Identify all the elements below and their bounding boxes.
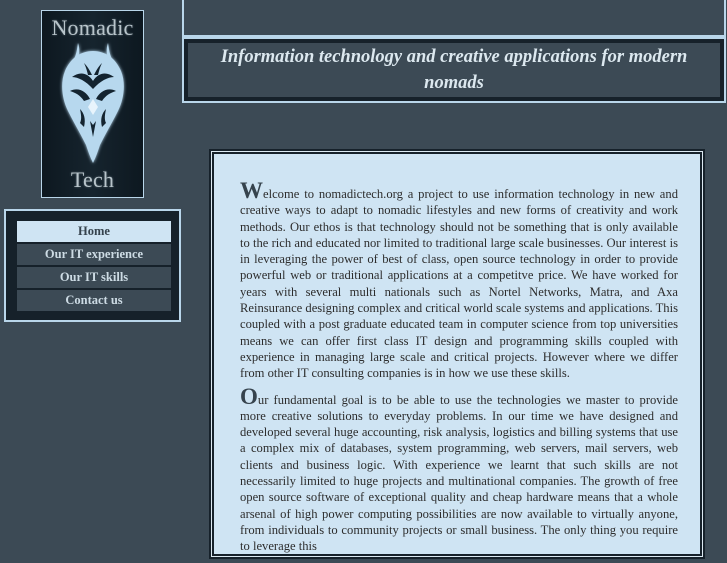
dropcap: O xyxy=(240,383,258,409)
site-tagline: Information technology and creative applications for modern nomads xyxy=(220,47,688,93)
intro-paragraph xyxy=(240,178,678,382)
paragraph-text: elcome to nomadictech.org a project to use information technology in new and creative ways to adapt to nomadic lifestyles and new forms of creativity and work methods. Our ethos is that technology should not be something that is only available to the rich and educated nor limited to traditional large scale businesses. Our interest is in leveraging the power of best of class, open source technology in order to provide powerful web or traditional applications at a competitve price. We have worked for years with several multi nationals such as Nortel Networks, Matra, and Axa Reinsurance designing complex and critical world scale systems and applications. This coupled with a post graduate educated team in computer science from top universities means we can offer first class IT design and programming skills coupled with experience in managing large scale and critical projects. However where we differ from other IT consulting companies is in how we use these skills. xyxy=(240,187,678,381)
site-logo xyxy=(41,10,144,198)
content-text xyxy=(240,178,678,563)
logo-text-nomadic: Nomadic xyxy=(51,15,134,40)
main-content xyxy=(209,149,705,559)
nav-item-home[interactable]: Home xyxy=(17,221,171,242)
nav-item-contact-us[interactable]: Contact us xyxy=(17,290,171,311)
paragraph-text: ur fundamental goal is to be able to use the technologies we master to provide more creative solutions to everyday problems. In our time we have designed and developed several huge accounting, risk analysis, logistics and billing systems that use a complex mix of databases, system programming, web servers, mail servers, web clients and business logic. With experience we learnt that such skills are not necessarily limited to huge projects and multinational companies. The growth of free open source software of exceptional quality and cheap hardware means that a whole arsenal of high power computing possibilities are now available to virtually anyone, from individuals to community projects or small business. The only thing you require to leverage this xyxy=(240,392,678,554)
header-banner xyxy=(182,0,726,37)
tribal-emblem-icon xyxy=(50,41,137,166)
logo-text-tech: Tech xyxy=(70,167,115,192)
nav-item-our-it-experience[interactable]: Our IT experience xyxy=(17,244,171,265)
goal-paragraph xyxy=(240,383,678,555)
nav-item-our-it-skills[interactable]: Our IT skills xyxy=(17,267,171,288)
tagline-banner xyxy=(182,37,726,103)
main-navigation xyxy=(4,209,181,322)
dropcap: W xyxy=(240,178,263,203)
